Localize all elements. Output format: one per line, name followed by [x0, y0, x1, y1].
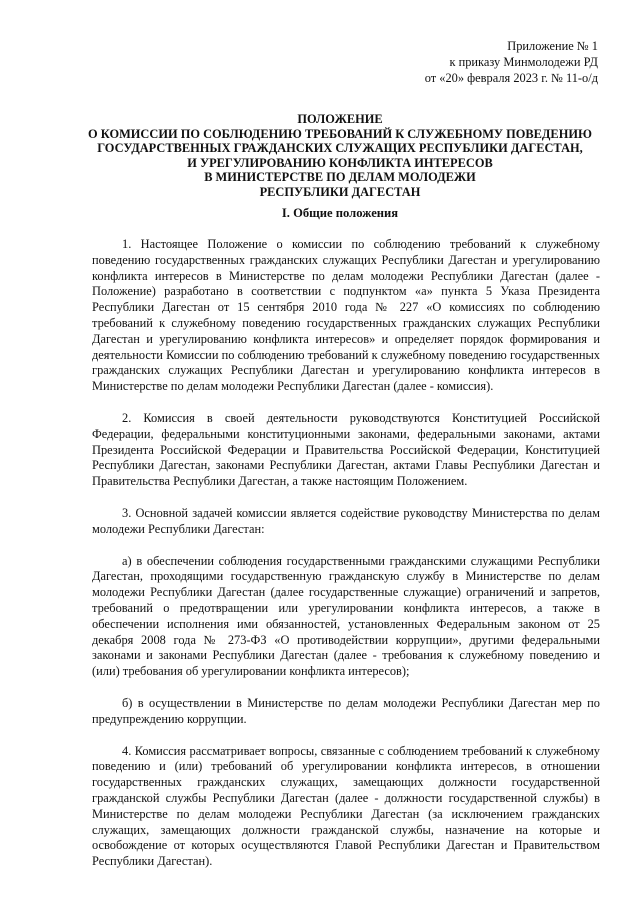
section-heading: I. Общие положения [281, 206, 399, 220]
appendix-line-1: Приложение № 1 [507, 39, 598, 53]
appendix-line-2: к приказу Минмолодежи РД [449, 55, 598, 69]
paragraph-3: 3. Основной задачей комиссии является содействие руководству Министерства по делам молодежи Республики Дагестан: [92, 505, 600, 536]
title-line-5: В МИНИСТЕРСТВЕ ПО ДЕЛАМ МОЛОДЕЖИ [204, 170, 476, 185]
appendix-block [425, 38, 598, 86]
paragraph-3b: б) в осуществлении в Министерстве по делам молодежи Республики Дагестан мер по предупреждению коррупции. [92, 695, 600, 726]
document-body [92, 237, 600, 886]
paragraph-2: 2. Комиссия в своей деятельности руководствуются Конституцией Российской Федерации, федеральными конституционными законами, федеральными законами, актами Президента Российской Федерации и Правительства Российской Федерации, Конституцией Республики Дагестан, законами Республики Дагестан, актами Главы Республики Дагестан и Правительства Республики Дагестан, а также настоящим Положением. [92, 410, 600, 489]
title-line-6: РЕСПУБЛИКИ ДАГЕСТАН [259, 184, 421, 199]
title-line-3: ГОСУДАРСТВЕННЫХ ГРАЖДАНСКИХ СЛУЖАЩИХ РЕСПУБЛИКИ ДАГЕСТАН, [97, 141, 583, 156]
title-line-4: И УРЕГУЛИРОВАНИЮ КОНФЛИКТА ИНТЕРЕСОВ [187, 155, 493, 170]
paragraph-1: 1. Настоящее Положение о комиссии по соблюдению требований к служебному поведению государственных гражданских служащих Республики Дагестан и урегулированию конфликта интересов в Министерстве по делам молодежи Республики Дагестан (далее - Положение) разработано в соответствии с подпунктом «а» пункта 5 Указа Президента Республики Дагестан от 15 сентября 2010 года № 227 «О комиссиях по соблюдению требований к служебному поведению государственных гражданских служащих Республики Дагестан и урегулированию конфликта интересов» и определяет порядок формирования и деятельности Комиссии по соблюдению требований к служебному поведению государственных гражданских служащих Республики Дагестан и урегулированию конфликта интересов в Министерстве по делам молодежи Республики Дагестан (далее - комиссия). [92, 237, 600, 394]
title-line-2: О КОМИССИИ ПО СОБЛЮДЕНИЮ ТРЕБОВАНИЙ К СЛУЖЕБНОМУ ПОВЕДЕНИЮ [88, 126, 592, 141]
document-title [80, 112, 600, 200]
appendix-line-3: от «20» февраля 2023 г. № 11-о/д [424, 71, 598, 85]
paragraph-4: 4. Комиссия рассматривает вопросы, связанные с соблюдением требований к служебному поведению и (или) требований об урегулировании конфликта интересов, в отношении государственных гражданских служащих, замещающих должности государственной гражданской службы Республики Дагестан (далее - должности государственной службы) в Министерстве по делам молодежи Республики Дагестан (за исключением гражданских служащих, замещающих должности гражданской службы, назначение на которые и освобождение от которых осуществляются Главой Республики Дагестан и Правительством Республики Дагестан). [92, 743, 600, 869]
paragraph-3a: а) в обеспечении соблюдения государственными гражданскими служащими Республики Дагестан, проходящими государственную гражданскую службу в Министерстве по делам молодежи Республики Дагестан (далее государственные служащие) ограничений и запретов, требований о предотвращении или урегулировании конфликта интересов, а также в обеспечении исполнения ими обязанностей, установленных Федеральным законом от 25 декабря 2008 года № 273-ФЗ «О противодействии коррупции», другими федеральными законами и законами Республики Дагестан (далее - требования к служебному поведению и (или) требования об урегулировании конфликта интересов); [92, 553, 600, 679]
title-line-1: ПОЛОЖЕНИЕ [297, 112, 383, 126]
